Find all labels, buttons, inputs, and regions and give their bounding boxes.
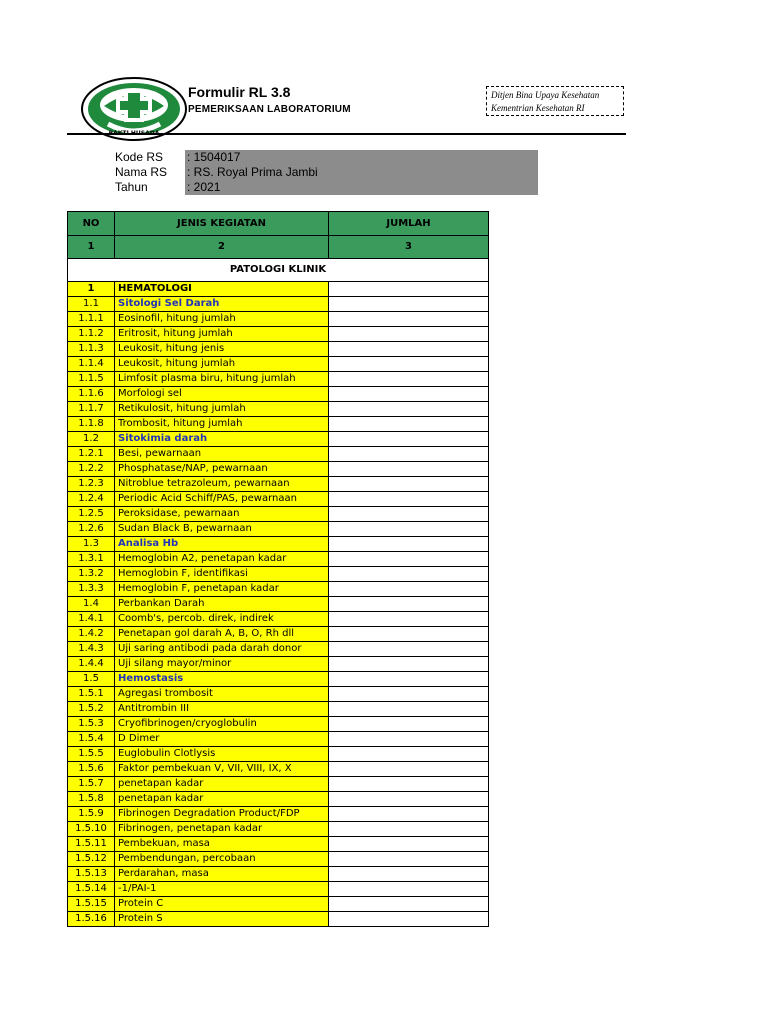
- row-activity-name: Sitologi Sel Darah: [115, 297, 329, 312]
- section-row: [68, 259, 489, 282]
- row-activity-name: Pembekuan, masa: [115, 837, 329, 852]
- row-number: 1.4.1: [68, 612, 115, 627]
- row-jumlah-cell[interactable]: [329, 897, 489, 912]
- row-activity-name: Periodic Acid Schiff/PAS, pewarnaan: [115, 492, 329, 507]
- row-number: 1.5.1: [68, 687, 115, 702]
- row-activity-name: Leukosit, hitung jumlah: [115, 357, 329, 372]
- row-number: 1.5.4: [68, 732, 115, 747]
- meta-label: Kode RS: [115, 150, 164, 164]
- row-activity-name: HEMATOLOGI: [115, 282, 329, 297]
- row-activity-name: penetapan kadar: [115, 792, 329, 807]
- row-jumlah-cell[interactable]: [329, 372, 489, 387]
- row-jumlah-cell[interactable]: [329, 312, 489, 327]
- agency-box: [486, 86, 624, 116]
- table-row: [68, 912, 489, 927]
- meta-value: : 2021: [185, 180, 538, 195]
- row-number: 1.2.3: [68, 477, 115, 492]
- row-jumlah-cell[interactable]: [329, 432, 489, 447]
- table-row: [68, 582, 489, 597]
- row-number: 1.5.16: [68, 912, 115, 927]
- table-row: [68, 732, 489, 747]
- row-number: 1.5.9: [68, 807, 115, 822]
- form-title: Formulir RL 3.8: [188, 84, 291, 100]
- row-activity-name: D Dimer: [115, 732, 329, 747]
- row-jumlah-cell[interactable]: [329, 462, 489, 477]
- table-row: [68, 342, 489, 357]
- section-title: PATOLOGI KLINIK: [68, 259, 489, 282]
- row-jumlah-cell[interactable]: [329, 807, 489, 822]
- row-number: 1.1.5: [68, 372, 115, 387]
- row-jumlah-cell[interactable]: [329, 762, 489, 777]
- row-activity-name: Leukosit, hitung jenis: [115, 342, 329, 357]
- row-number: 1.1: [68, 297, 115, 312]
- row-activity-name: Nitroblue tetrazoleum, pewarnaan: [115, 477, 329, 492]
- meta-value: : 1504017: [185, 150, 538, 165]
- table-row: [68, 672, 489, 687]
- row-activity-name: Agregasi trombosit: [115, 687, 329, 702]
- table-row: [68, 507, 489, 522]
- row-number: 1.5.13: [68, 867, 115, 882]
- row-activity-name: Protein C: [115, 897, 329, 912]
- row-number: 1.5.11: [68, 837, 115, 852]
- row-activity-name: Trombosit, hitung jumlah: [115, 417, 329, 432]
- row-number: 1.1.8: [68, 417, 115, 432]
- row-jumlah-cell[interactable]: [329, 477, 489, 492]
- table-row: [68, 477, 489, 492]
- row-jumlah-cell[interactable]: [329, 447, 489, 462]
- row-jumlah-cell[interactable]: [329, 912, 489, 927]
- form-subtitle: PEMERIKSAAN LABORATORIUM: [188, 104, 351, 115]
- table-row: [68, 552, 489, 567]
- table-row: [68, 522, 489, 537]
- row-number: 1.2.6: [68, 522, 115, 537]
- row-jumlah-cell[interactable]: [329, 612, 489, 627]
- table-row: [68, 747, 489, 762]
- header-jumlah: JUMLAH: [329, 212, 489, 236]
- row-number: 1.1.7: [68, 402, 115, 417]
- row-jumlah-cell[interactable]: [329, 402, 489, 417]
- row-activity-name: Limfosit plasma biru, hitung jumlah: [115, 372, 329, 387]
- row-activity-name: Uji saring antibodi pada darah donor: [115, 642, 329, 657]
- row-jumlah-cell[interactable]: [329, 747, 489, 762]
- column-number-row: [68, 236, 489, 259]
- row-jumlah-cell[interactable]: [329, 642, 489, 657]
- row-jumlah-cell[interactable]: [329, 597, 489, 612]
- table-row: [68, 417, 489, 432]
- row-jumlah-cell[interactable]: [329, 702, 489, 717]
- table-row: [68, 357, 489, 372]
- row-jumlah-cell[interactable]: [329, 297, 489, 312]
- row-number: 1.5.12: [68, 852, 115, 867]
- table-row: [68, 312, 489, 327]
- row-number: 1.5.10: [68, 822, 115, 837]
- row-jumlah-cell[interactable]: [329, 657, 489, 672]
- row-jumlah-cell[interactable]: [329, 672, 489, 687]
- table-row: [68, 852, 489, 867]
- row-jumlah-cell[interactable]: [329, 687, 489, 702]
- table-row: [68, 642, 489, 657]
- row-number: 1.5: [68, 672, 115, 687]
- row-jumlah-cell[interactable]: [329, 777, 489, 792]
- row-jumlah-cell[interactable]: [329, 867, 489, 882]
- row-number: 1.5.2: [68, 702, 115, 717]
- header-divider: [67, 133, 626, 135]
- row-activity-name: Sudan Black B, pewarnaan: [115, 522, 329, 537]
- meta-row-nama: [115, 165, 538, 180]
- row-jumlah-cell[interactable]: [329, 387, 489, 402]
- row-number: 1.5.8: [68, 792, 115, 807]
- row-number: 1.5.14: [68, 882, 115, 897]
- row-activity-name: Phosphatase/NAP, pewarnaan: [115, 462, 329, 477]
- row-activity-name: Hemoglobin F, identifikasi: [115, 567, 329, 582]
- row-number: 1.2.4: [68, 492, 115, 507]
- table-row: [68, 897, 489, 912]
- row-number: 1.4.2: [68, 627, 115, 642]
- row-activity-name: Besi, pewarnaan: [115, 447, 329, 462]
- table-row: [68, 702, 489, 717]
- row-jumlah-cell[interactable]: [329, 552, 489, 567]
- row-activity-name: Perbankan Darah: [115, 597, 329, 612]
- hospital-info: [115, 150, 538, 195]
- table-row: [68, 597, 489, 612]
- row-activity-name: Fibrinogen, penetapan kadar: [115, 822, 329, 837]
- row-activity-name: Eritrosit, hitung jumlah: [115, 327, 329, 342]
- row-activity-name: Penetapan gol darah A, B, O, Rh dll: [115, 627, 329, 642]
- row-number: 1.4.3: [68, 642, 115, 657]
- table-row: [68, 792, 489, 807]
- table-row: [68, 537, 489, 552]
- row-activity-name: Sitokimia darah: [115, 432, 329, 447]
- row-number: 1.2: [68, 432, 115, 447]
- row-number: 1.2.1: [68, 447, 115, 462]
- row-activity-name: Faktor pembekuan V, VII, VIII, IX, X: [115, 762, 329, 777]
- col-number-3: 3: [329, 236, 489, 259]
- table-row: [68, 462, 489, 477]
- row-number: 1.5.15: [68, 897, 115, 912]
- table-row: [68, 822, 489, 837]
- row-activity-name: Pembendungan, percobaan: [115, 852, 329, 867]
- row-number: 1.3.1: [68, 552, 115, 567]
- row-activity-name: Perdarahan, masa: [115, 867, 329, 882]
- meta-row-tahun: [115, 180, 538, 195]
- row-jumlah-cell[interactable]: [329, 327, 489, 342]
- col-number-2: 2: [115, 236, 329, 259]
- row-jumlah-cell[interactable]: [329, 342, 489, 357]
- svg-text:BAKTI HUSADA: BAKTI HUSADA: [108, 130, 160, 137]
- row-number: 1.5.7: [68, 777, 115, 792]
- table-row: [68, 867, 489, 882]
- row-jumlah-cell[interactable]: [329, 582, 489, 597]
- row-activity-name: Cryofibrinogen/cryoglobulin: [115, 717, 329, 732]
- table-row: [68, 717, 489, 732]
- row-activity-name: -1/PAI-1: [115, 882, 329, 897]
- row-number: 1.1.6: [68, 387, 115, 402]
- table-header-row: [68, 212, 489, 236]
- row-jumlah-cell[interactable]: [329, 837, 489, 852]
- row-activity-name: Eosinofil, hitung jumlah: [115, 312, 329, 327]
- meta-row-kode: [115, 150, 538, 165]
- meta-label: Tahun: [115, 180, 148, 194]
- table-row: [68, 282, 489, 297]
- row-number: 1.2.2: [68, 462, 115, 477]
- row-activity-name: Euglobulin Clotlysis: [115, 747, 329, 762]
- row-activity-name: Analisa Hb: [115, 537, 329, 552]
- table-row: [68, 372, 489, 387]
- row-number: 1.3.2: [68, 567, 115, 582]
- meta-value: : RS. Royal Prima Jambi: [185, 165, 538, 180]
- row-number: 1.5.6: [68, 762, 115, 777]
- table-row: [68, 402, 489, 417]
- row-number: 1.3: [68, 537, 115, 552]
- row-jumlah-cell[interactable]: [329, 492, 489, 507]
- row-number: 1.1.2: [68, 327, 115, 342]
- row-jumlah-cell[interactable]: [329, 522, 489, 537]
- row-jumlah-cell[interactable]: [329, 507, 489, 522]
- row-number: 1.1.4: [68, 357, 115, 372]
- row-number: 1.3.3: [68, 582, 115, 597]
- row-jumlah-cell[interactable]: [329, 627, 489, 642]
- table-row: [68, 447, 489, 462]
- table-row: [68, 882, 489, 897]
- table-row: [68, 612, 489, 627]
- table-row: [68, 777, 489, 792]
- row-number: 1.4.4: [68, 657, 115, 672]
- row-jumlah-cell[interactable]: [329, 882, 489, 897]
- row-jumlah-cell[interactable]: [329, 357, 489, 372]
- col-number-1: 1: [68, 236, 115, 259]
- row-number: 1.4: [68, 597, 115, 612]
- agency-line-2: Kementrian Kesehatan RI: [491, 103, 585, 113]
- table-row: [68, 327, 489, 342]
- table-row: [68, 297, 489, 312]
- row-number: 1.1.1: [68, 312, 115, 327]
- row-jumlah-cell[interactable]: [329, 822, 489, 837]
- table-row: [68, 567, 489, 582]
- table-row: [68, 627, 489, 642]
- row-jumlah-cell[interactable]: [329, 282, 489, 297]
- row-activity-name: Antitrombin III: [115, 702, 329, 717]
- row-jumlah-cell[interactable]: [329, 417, 489, 432]
- row-activity-name: Fibrinogen Degradation Product/FDP: [115, 807, 329, 822]
- table-row: [68, 837, 489, 852]
- row-activity-name: Uji silang mayor/minor: [115, 657, 329, 672]
- header-no: NO: [68, 212, 115, 236]
- row-activity-name: Morfologi sel: [115, 387, 329, 402]
- row-activity-name: Hemoglobin F, penetapan kadar: [115, 582, 329, 597]
- row-activity-name: Peroksidase, pewarnaan: [115, 507, 329, 522]
- meta-label: Nama RS: [115, 165, 168, 179]
- row-activity-name: Retikulosit, hitung jumlah: [115, 402, 329, 417]
- row-jumlah-cell[interactable]: [329, 567, 489, 582]
- row-activity-name: Hemostasis: [115, 672, 329, 687]
- table-row: [68, 687, 489, 702]
- row-number: 1.5.3: [68, 717, 115, 732]
- table-row: [68, 657, 489, 672]
- agency-line-1: Ditjen Bina Upaya Kesehatan: [491, 90, 600, 100]
- table-row: [68, 807, 489, 822]
- header-jenis-kegiatan: JENIS KEGIATAN: [115, 212, 329, 236]
- row-activity-name: penetapan kadar: [115, 777, 329, 792]
- row-number: 1.5.5: [68, 747, 115, 762]
- row-jumlah-cell[interactable]: [329, 732, 489, 747]
- row-activity-name: Protein S: [115, 912, 329, 927]
- table-row: [68, 492, 489, 507]
- row-jumlah-cell[interactable]: [329, 792, 489, 807]
- row-number: 1.1.3: [68, 342, 115, 357]
- table-row: [68, 432, 489, 447]
- table-row: [68, 762, 489, 777]
- row-jumlah-cell[interactable]: [329, 537, 489, 552]
- row-activity-name: Hemoglobin A2, penetapan kadar: [115, 552, 329, 567]
- row-number: 1: [68, 282, 115, 297]
- table-row: [68, 387, 489, 402]
- row-number: 1.2.5: [68, 507, 115, 522]
- row-jumlah-cell[interactable]: [329, 717, 489, 732]
- row-jumlah-cell[interactable]: [329, 852, 489, 867]
- lab-table: [67, 211, 489, 927]
- row-activity-name: Coomb's, percob. direk, indirek: [115, 612, 329, 627]
